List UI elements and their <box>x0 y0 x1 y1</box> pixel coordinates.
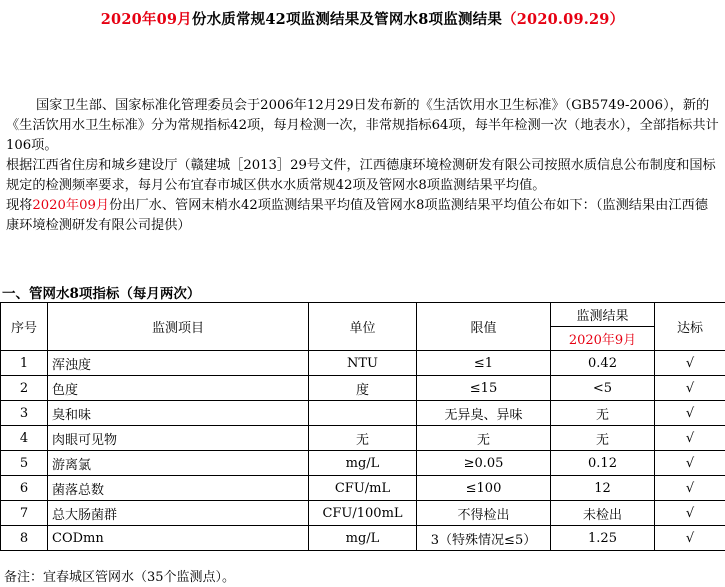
header-no: 序号 <box>1 303 48 351</box>
title-date: （2020.09.29） <box>502 11 625 28</box>
cell-no: 6 <box>1 476 48 501</box>
cell-unit: NTU <box>309 351 417 376</box>
cell-pass-check: √ <box>655 351 725 376</box>
title-main: 份水质常规42项监测结果及管网水8项监测结果 <box>191 11 503 28</box>
cell-unit: mg/L <box>309 451 417 476</box>
cell-pass-check: √ <box>655 526 725 551</box>
cell-item: 浑浊度 <box>48 351 309 376</box>
cell-limit: ≤100 <box>417 476 551 501</box>
cell-limit: ≤15 <box>417 376 551 401</box>
cell-no: 3 <box>1 401 48 426</box>
cell-result: 0.42 <box>551 351 655 376</box>
title-period: 2020年09月 <box>100 11 192 28</box>
header-unit: 单位 <box>309 303 417 351</box>
cell-limit: ≥0.05 <box>417 451 551 476</box>
cell-no: 7 <box>1 501 48 526</box>
intro-paragraph-basis: 根据江西省住房和城乡建设厅（赣建城［2013］29号文件，江西德康环境检测研发有限公司按照水质信息公布制度和国标规定的检测频率要求，每月公布宜春市城区供水水质常规42项及管网水8项监测结果平均值。 <box>6 158 716 193</box>
cell-no: 4 <box>1 426 48 451</box>
cell-item: 总大肠菌群 <box>48 501 309 526</box>
cell-limit: 无异臭、异味 <box>417 401 551 426</box>
table-row <box>1 426 725 451</box>
cell-result: 1.25 <box>551 526 655 551</box>
cell-item: 臭和味 <box>48 401 309 426</box>
cell-limit: 3（特殊情况≤5） <box>417 526 551 551</box>
cell-limit: 不得检出 <box>417 501 551 526</box>
announcement-period: 2020年09月 <box>32 198 110 213</box>
header-result-period: 2020年9月 <box>551 327 655 351</box>
results-table <box>0 302 725 551</box>
cell-result: 0.12 <box>551 451 655 476</box>
cell-pass-check: √ <box>655 401 725 426</box>
table-row <box>1 501 725 526</box>
header-row <box>1 303 725 327</box>
cell-pass-check: √ <box>655 476 725 501</box>
cell-result: 未检出 <box>551 501 655 526</box>
cell-unit: CFU/100mL <box>309 501 417 526</box>
cell-pass-check: √ <box>655 501 725 526</box>
cell-item: 菌落总数 <box>48 476 309 501</box>
table-row <box>1 476 725 501</box>
table-row <box>1 351 725 376</box>
cell-limit: ≤1 <box>417 351 551 376</box>
cell-no: 1 <box>1 351 48 376</box>
cell-unit: mg/L <box>309 526 417 551</box>
cell-pass-check: √ <box>655 376 725 401</box>
table-row <box>1 526 725 551</box>
header-item: 监测项目 <box>48 303 309 351</box>
cell-limit: 无 <box>417 426 551 451</box>
intro-paragraph-announcement <box>6 196 721 236</box>
page-title <box>0 8 725 29</box>
table-row <box>1 376 725 401</box>
cell-item: 色度 <box>48 376 309 401</box>
cell-result: <5 <box>551 376 655 401</box>
header-result: 监测结果 <box>551 303 655 327</box>
cell-result: 无 <box>551 426 655 451</box>
cell-unit: 无 <box>309 426 417 451</box>
results-body <box>1 351 725 551</box>
footer-note: 备注：宜春城区管网水（35个监测点）。 <box>4 570 236 585</box>
section-heading: 一、管网水8项指标（每月两次） <box>2 286 201 302</box>
cell-result: 无 <box>551 401 655 426</box>
cell-item: CODmn <box>48 526 309 551</box>
cell-item: 游离氯 <box>48 451 309 476</box>
cell-no: 2 <box>1 376 48 401</box>
cell-pass-check: √ <box>655 451 725 476</box>
intro-paragraph-standard: 国家卫生部、国家标准化管理委员会于2006年12月29日发布新的《生活饮用水卫生标准》（GB5749-2006），新的《生活饮用水卫生标准》分为常规指标42项，每月检测一次，非常规指标64项，每半年检测一次（地表水），全部指标共计106项。 <box>6 98 719 153</box>
announcement-lead: 现将 <box>6 198 33 213</box>
table-row <box>1 451 725 476</box>
cell-result: 12 <box>551 476 655 501</box>
cell-item: 肉眼可见物 <box>48 426 309 451</box>
announcement-body: 份出厂水、管网末梢水42项监测结果平均值及管网水8项监测结果平均值公布如下：（监测结果由江西德康环境检测研发有限公司提供） <box>6 198 708 233</box>
cell-unit <box>309 401 417 426</box>
cell-unit: 度 <box>309 376 417 401</box>
cell-no: 5 <box>1 451 48 476</box>
cell-pass-check: √ <box>655 426 725 451</box>
cell-no: 8 <box>1 526 48 551</box>
table-row <box>1 401 725 426</box>
header-pass: 达标 <box>655 303 725 351</box>
cell-unit: CFU/mL <box>309 476 417 501</box>
header-limit: 限值 <box>417 303 551 351</box>
